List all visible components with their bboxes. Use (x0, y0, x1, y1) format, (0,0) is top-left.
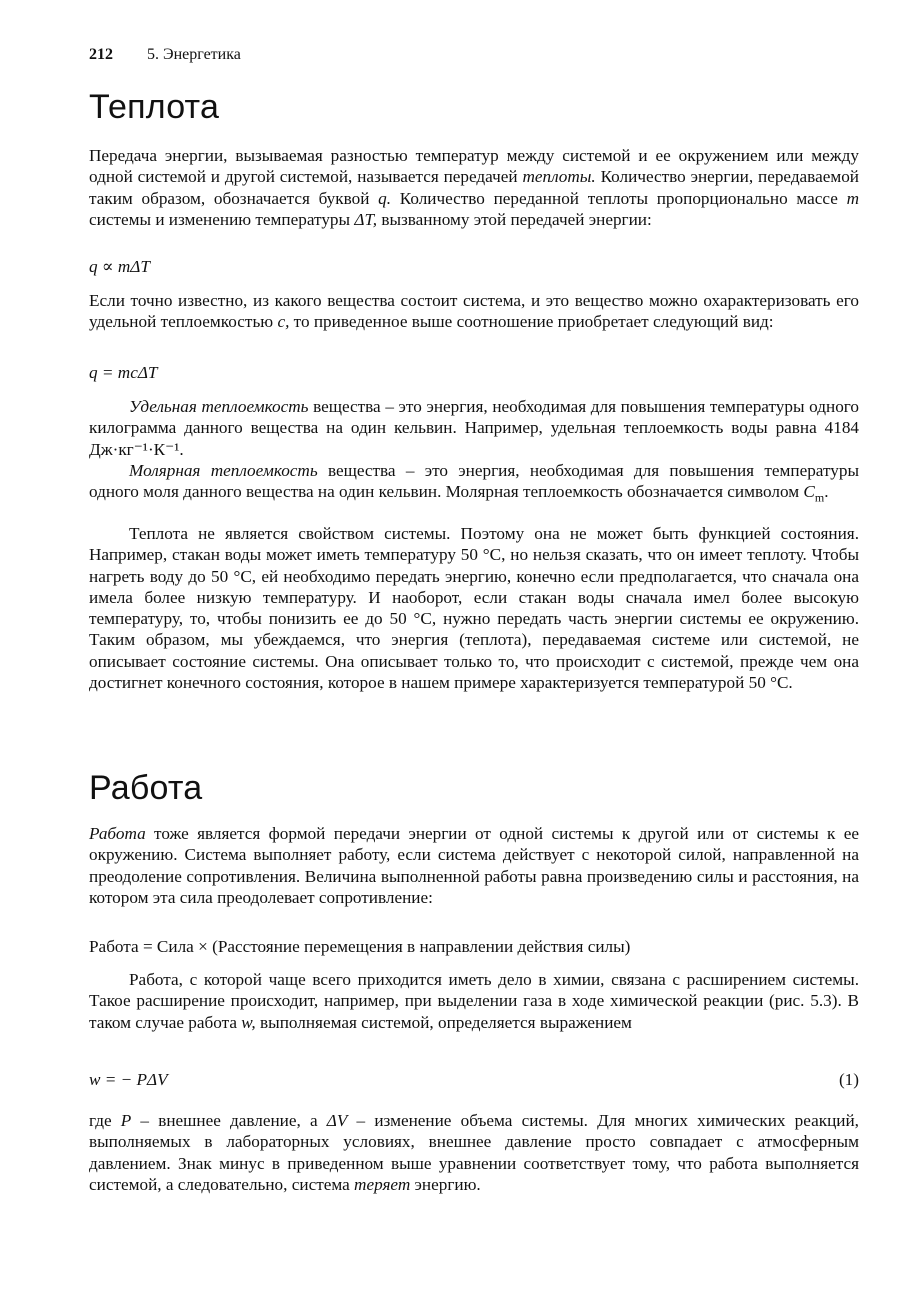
formula-work-words: Работа = Сила × (Расстояние перемещения в направлении действия силы) (89, 937, 631, 956)
chapter-title: 5. Энергетика (147, 46, 241, 63)
formula-heat: q = mcΔT (89, 363, 158, 382)
paragraph-specific-heat: Удельная теплоемкость вещества – это энергия, необходимая для повышения температуры одного килограмма данного вещества на один кельвин. Например, удельная теплоемкость воды равна 4184 Дж·кг⁻¹·К⁻¹. (89, 397, 859, 459)
equation-number: (1) (838, 1070, 859, 1089)
formula-proportional: q ∝ mΔT (89, 257, 150, 276)
page-number: 212 (89, 46, 113, 63)
paragraph-pressure-explanation: где P – внешнее давление, а ΔV – изменение объема системы. Для многих химических реакций, выполняемых в лабораторных условиях, внешнее давление просто совпадает с атмосферным давлением. Знак минус в приведенном выше уравнении соответствует тому, что работа выполняется системой, а следовательно, система теряет энергию. (89, 1111, 859, 1194)
section-title-heat: Теплота (89, 88, 220, 126)
formula-work: w = − PΔV (89, 1070, 168, 1089)
paragraph-heat-definition: Передача энергии, вызываемая разностью температур между системой и ее окружением или между одной системой и другой системой, называется передачей теплоты. Количество энергии, передаваемой таким образом, обозначается буквой q. Количество переданной теплоты пропорционально массе m системы и изменению температуры ΔT, вызванному этой передачей энергии: (89, 146, 860, 229)
paragraph-molar-heat: Молярная теплоемкость вещества – это энергия, необходимая для повышения температуры одного моля данного вещества на один кельвин. Молярная теплоемкость обозначается символом $C_m$. (89, 461, 859, 505)
running-header (89, 46, 241, 64)
section-title-work: Работа (89, 769, 203, 807)
paragraph-expansion-work: Работа, с которой чаще всего приходится иметь дело в химии, связана с расширением системы. Такое расширение происходит, например, при выделении газа в ходе химической реакции (рис. 5.3). В таком случае работа w, выполняемая системой, определяется выражением (89, 970, 859, 1032)
paragraph-heat-not-state: Теплота не является свойством системы. Поэтому она не может быть функцией состояния. Например, стакан воды может иметь температуру 50 °С, но нельзя сказать, что он имеет теплоту. Чтобы нагреть воду до 50 °С, ей необходимо передать энергию, конечно если предполагается, что сначала она имела более низкую температуру. И наоборот, если стакан воды сначала имел более высокую температуру, то, чтобы понизить ее до 50 °С, нужно передать часть энергии системы ее окружению. Таким образом, мы убеждаемся, что энергия (теплота), передаваемая системе или системой, не описывает состояние системы. Она описывает только то, что происходит с системой, прежде чем она достигнет конечного состояния, которое в нашем примере характеризуется температурой 50 °С. (89, 524, 859, 693)
paragraph-work-definition: Работа тоже является формой передачи энергии от одной системы к другой или от системы к ее окружению. Система выполняет работу, если система действует с некоторой силой, направленной на преодоление сопротивления. Величина выполненной работы равна произведению силы и расстояния, на котором эта сила преодолевает сопротивление: (89, 824, 859, 907)
paragraph-specific-heat-intro: Если точно известно, из какого вещества состоит система, и это вещество можно охарактеризовать его удельной теплоемкостью c, то приведенное выше соотношение приобретает следующий вид: (89, 291, 859, 332)
